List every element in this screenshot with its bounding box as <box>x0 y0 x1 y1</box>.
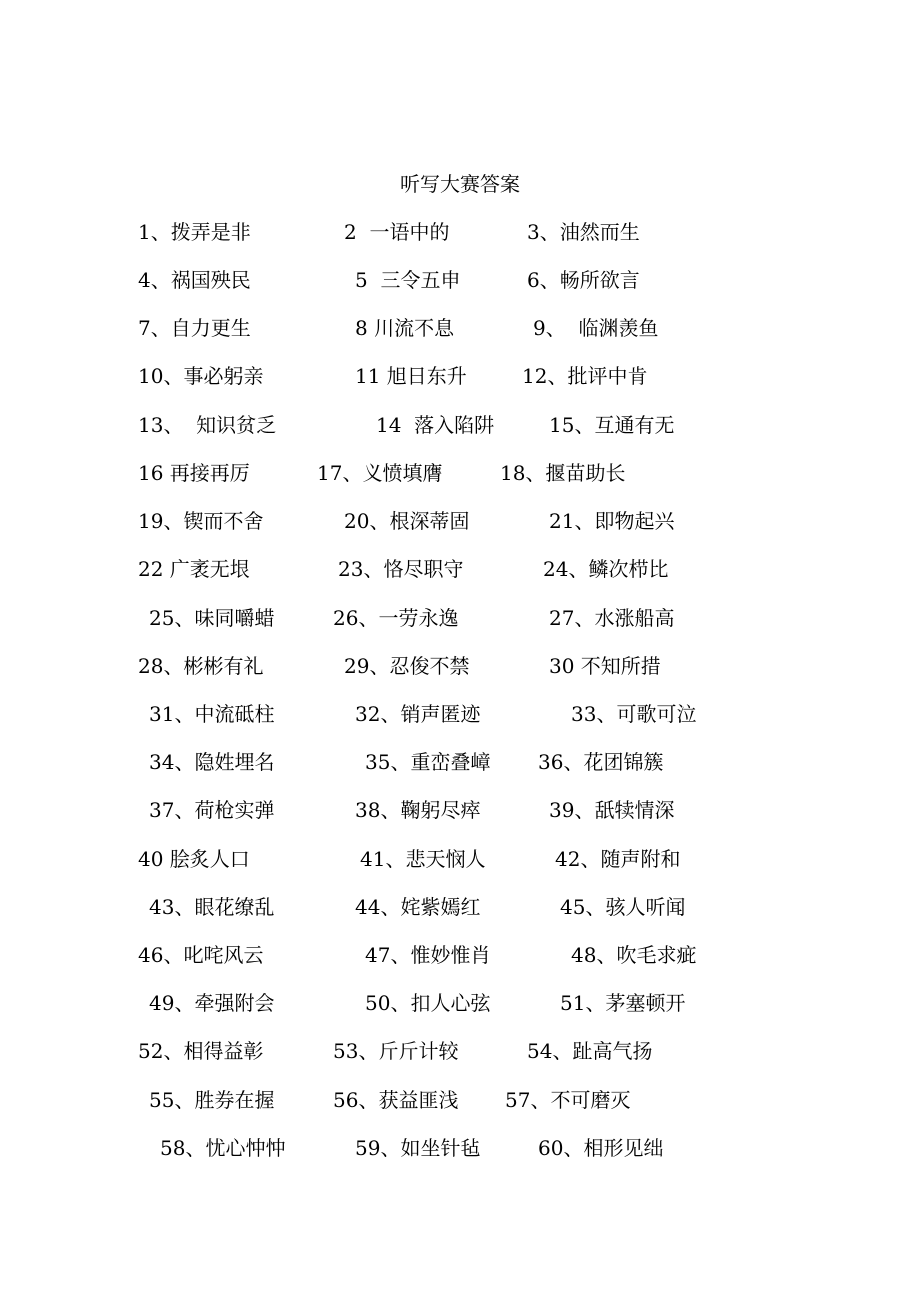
answer-item: 48、吹毛求疵 <box>571 943 697 967</box>
answer-item: 40 脍炙人口 <box>138 847 250 871</box>
answer-item: 8 川流不息 <box>355 316 455 340</box>
answer-item: 33、可歌可泣 <box>571 702 697 726</box>
answer-item: 36、花团锦簇 <box>538 750 664 774</box>
answer-item: 9、 临渊羡鱼 <box>533 316 659 340</box>
answer-item: 58、忧心忡忡 <box>160 1136 286 1160</box>
answer-item: 3、油然而生 <box>527 220 640 244</box>
answer-item: 42、随声附和 <box>555 847 681 871</box>
answer-item: 54、趾高气扬 <box>527 1039 653 1063</box>
answer-item: 16 再接再厉 <box>138 461 250 485</box>
page-title: 听写大赛答案 <box>400 172 520 196</box>
answer-item: 4、祸国殃民 <box>138 268 251 292</box>
answer-item: 34、隐姓埋名 <box>149 750 275 774</box>
answer-item: 6、畅所欲言 <box>527 268 640 292</box>
answer-item: 50、扣人心弦 <box>365 991 491 1015</box>
answer-item: 25、味同嚼蜡 <box>149 606 275 630</box>
answer-item: 13、 知识贫乏 <box>138 413 277 437</box>
answer-item: 43、眼花缭乱 <box>149 895 275 919</box>
answer-item: 56、获益匪浅 <box>333 1088 459 1112</box>
answer-item: 46、叱咤风云 <box>138 943 264 967</box>
answer-item: 57、不可磨灭 <box>505 1088 631 1112</box>
answer-item: 24、鳞次栉比 <box>543 557 669 581</box>
answer-item: 31、中流砥柱 <box>149 702 275 726</box>
answer-item: 44、姹紫嫣红 <box>355 895 481 919</box>
answer-item: 35、重峦叠嶂 <box>365 750 491 774</box>
answer-item: 47、惟妙惟肖 <box>365 943 491 967</box>
answer-item: 49、牵强附会 <box>149 991 275 1015</box>
answer-item: 18、揠苗助长 <box>500 461 626 485</box>
answer-item: 17、义愤填膺 <box>317 461 443 485</box>
answer-item: 55、胜券在握 <box>149 1088 275 1112</box>
answer-item: 27、水涨船高 <box>549 606 675 630</box>
answer-item: 2 一语中的 <box>344 220 450 244</box>
answer-item: 30 不知所措 <box>549 654 661 678</box>
answer-item: 1、拨弄是非 <box>138 220 251 244</box>
answer-item: 45、骇人听闻 <box>560 895 686 919</box>
answer-item: 39、舐犊情深 <box>549 798 675 822</box>
answer-item: 20、根深蒂固 <box>344 509 470 533</box>
answer-item: 60、相形见绌 <box>538 1136 664 1160</box>
answer-item: 37、荷枪实弹 <box>149 798 275 822</box>
answer-item: 10、事必躬亲 <box>138 364 264 388</box>
answer-item: 51、茅塞顿开 <box>560 991 686 1015</box>
answer-item: 52、相得益彰 <box>138 1039 264 1063</box>
answer-item: 41、悲天悯人 <box>360 847 486 871</box>
answer-item: 59、如坐针毡 <box>355 1136 481 1160</box>
answer-item: 28、彬彬有礼 <box>138 654 264 678</box>
answer-item: 32、销声匿迹 <box>355 702 481 726</box>
answer-item: 29、忍俊不禁 <box>344 654 470 678</box>
answer-item: 23、恪尽职守 <box>338 557 464 581</box>
answer-item: 14 落入陷阱 <box>376 413 495 437</box>
answer-item: 19、锲而不舍 <box>138 509 264 533</box>
answer-item: 7、自力更生 <box>138 316 251 340</box>
answer-item: 11 旭日东升 <box>355 364 467 388</box>
answer-item: 26、一劳永逸 <box>333 606 459 630</box>
answer-item: 15、互通有无 <box>549 413 675 437</box>
answer-item: 38、鞠躬尽瘁 <box>355 798 481 822</box>
answer-item: 21、即物起兴 <box>549 509 675 533</box>
answer-item: 53、斤斤计较 <box>333 1039 459 1063</box>
answer-item: 22 广袤无垠 <box>138 557 250 581</box>
answer-item: 12、批评中肯 <box>522 364 648 388</box>
answer-item: 5 三令五申 <box>355 268 461 292</box>
